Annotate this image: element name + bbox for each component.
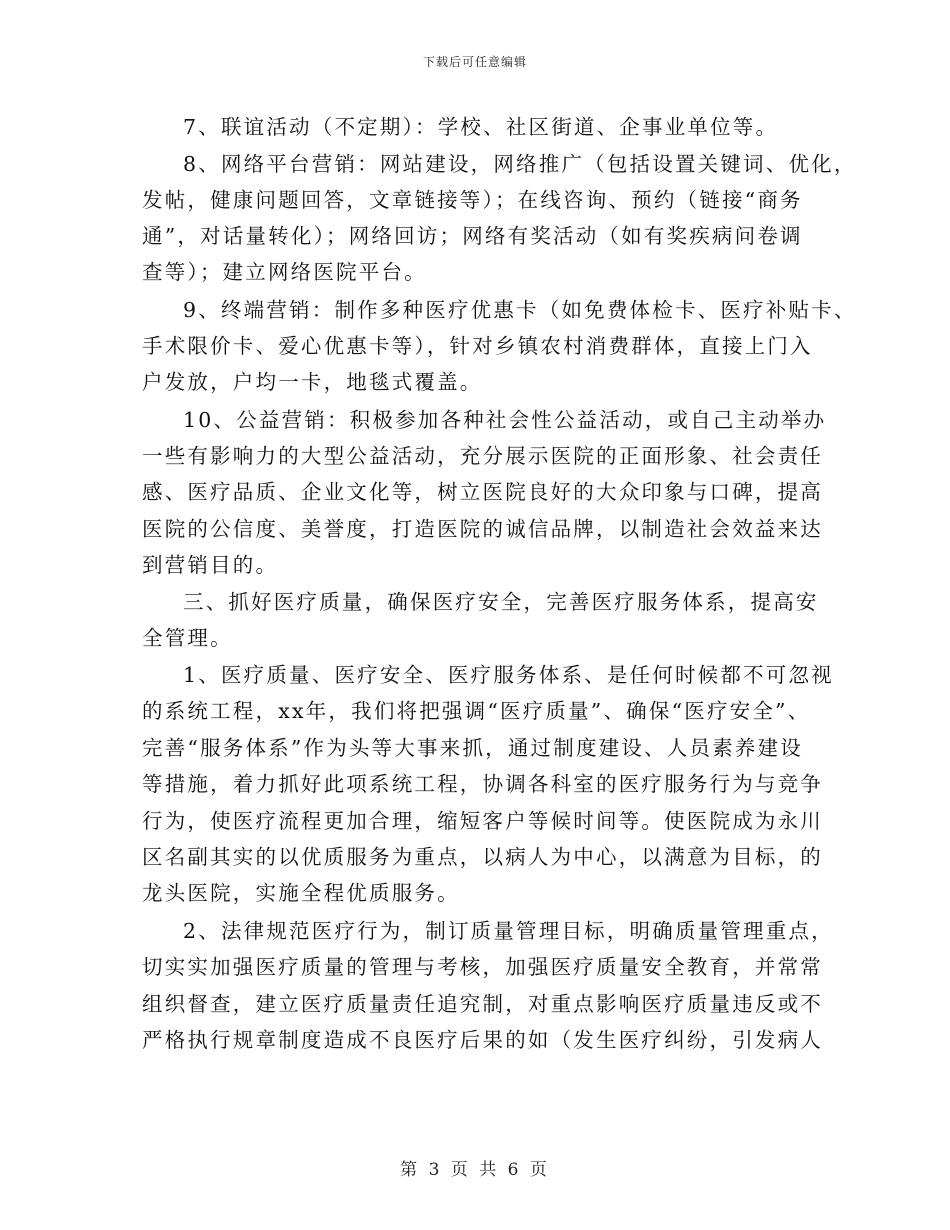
paragraph-line: 区名副其实的以优质服务为重点，以病人为中心，以满意为目标，的 [142, 845, 823, 869]
paragraph-line: 手术限价卡、爱心优惠卡等），针对乡镇农村消费群体，直接上门入 [142, 334, 813, 358]
page-header: 下载后可任意编辑 [422, 55, 527, 69]
paragraph-line: 的系统工程，xx年，我们将把强调“医疗质量”、确保“医疗安全”、 [142, 699, 811, 723]
paragraph-line: 2、法律规范医疗行为，制订质量管理目标，明确质量管理重点， [183, 919, 834, 943]
section-heading-line: 全管理。 [142, 626, 233, 650]
paragraph-line: 龙头医院，实施全程优质服务。 [142, 881, 460, 905]
paragraph-line: 行为，使医疗流程更加合理，缩短客户等候时间等。使医院成为永川 [142, 809, 823, 833]
paragraph-line: 医院的公信度、美誉度，打造医院的诚信品牌，以制造社会效益来达 [142, 517, 823, 541]
paragraph-line: 8、网络平台营销：网站建设，网络推广（包括设置关键词、优化， [183, 152, 857, 176]
paragraph-line: 到营销目的。 [142, 553, 279, 577]
paragraph-line: 完善“服务体系”作为头等大事来抓，通过制度建设、人员素养建设 [142, 736, 803, 760]
paragraph-line: 10、公益营销：积极参加各种社会性公益活动，或自己主动举办 [183, 408, 827, 432]
paragraph-line: 发帖，健康问题回答，文章链接等）；在线咨询、预约（链接“商务 [142, 188, 803, 212]
paragraph-line: 通”，对话量转化）；网络回访；网络有奖活动（如有奖疾病问卷调 [142, 224, 803, 248]
page-footer: 第 3 页 共 6 页 [400, 1160, 550, 1180]
section-heading-line: 三、抓好医疗质量，确保医疗安全，完善医疗服务体系，提高安 [183, 590, 819, 614]
paragraph-line: 查等）；建立网络医院平台。 [142, 260, 427, 284]
paragraph-line: 切实实加强医疗质量的管理与考核，加强医疗质量安全教育，并常常 [142, 955, 823, 979]
paragraph-line: 感、医疗品质、企业文化等，树立医院良好的大众印象与口碑，提高 [142, 480, 823, 504]
paragraph-line: 等措施，着力抓好此项系统工程，协调各科室的医疗服务行为与竞争 [142, 772, 823, 796]
paragraph-line: 组织督查，建立医疗质量责任追究制，对重点影响医疗质量违反或不 [142, 992, 823, 1016]
paragraph-line: 7、联谊活动（不定期）：学校、社区街道、企事业单位等。 [183, 115, 779, 139]
paragraph-line: 一些有影响力的大型公益活动，充分展示医院的正面形象、社会责任 [142, 444, 823, 468]
paragraph-line: 1、医疗质量、医疗安全、医疗服务体系、是任何时候都不可忽视 [183, 663, 834, 687]
paragraph-line: 9、终端营销：制作多种医疗优惠卡（如免费体检卡、医疗补贴卡、 [183, 298, 857, 322]
paragraph-line: 严格执行规章制度造成不良医疗后果的如（发生医疗纠纷，引发病人 [142, 1028, 823, 1052]
paragraph-line: 户发放，户均一卡，地毯式覆盖。 [142, 370, 483, 394]
